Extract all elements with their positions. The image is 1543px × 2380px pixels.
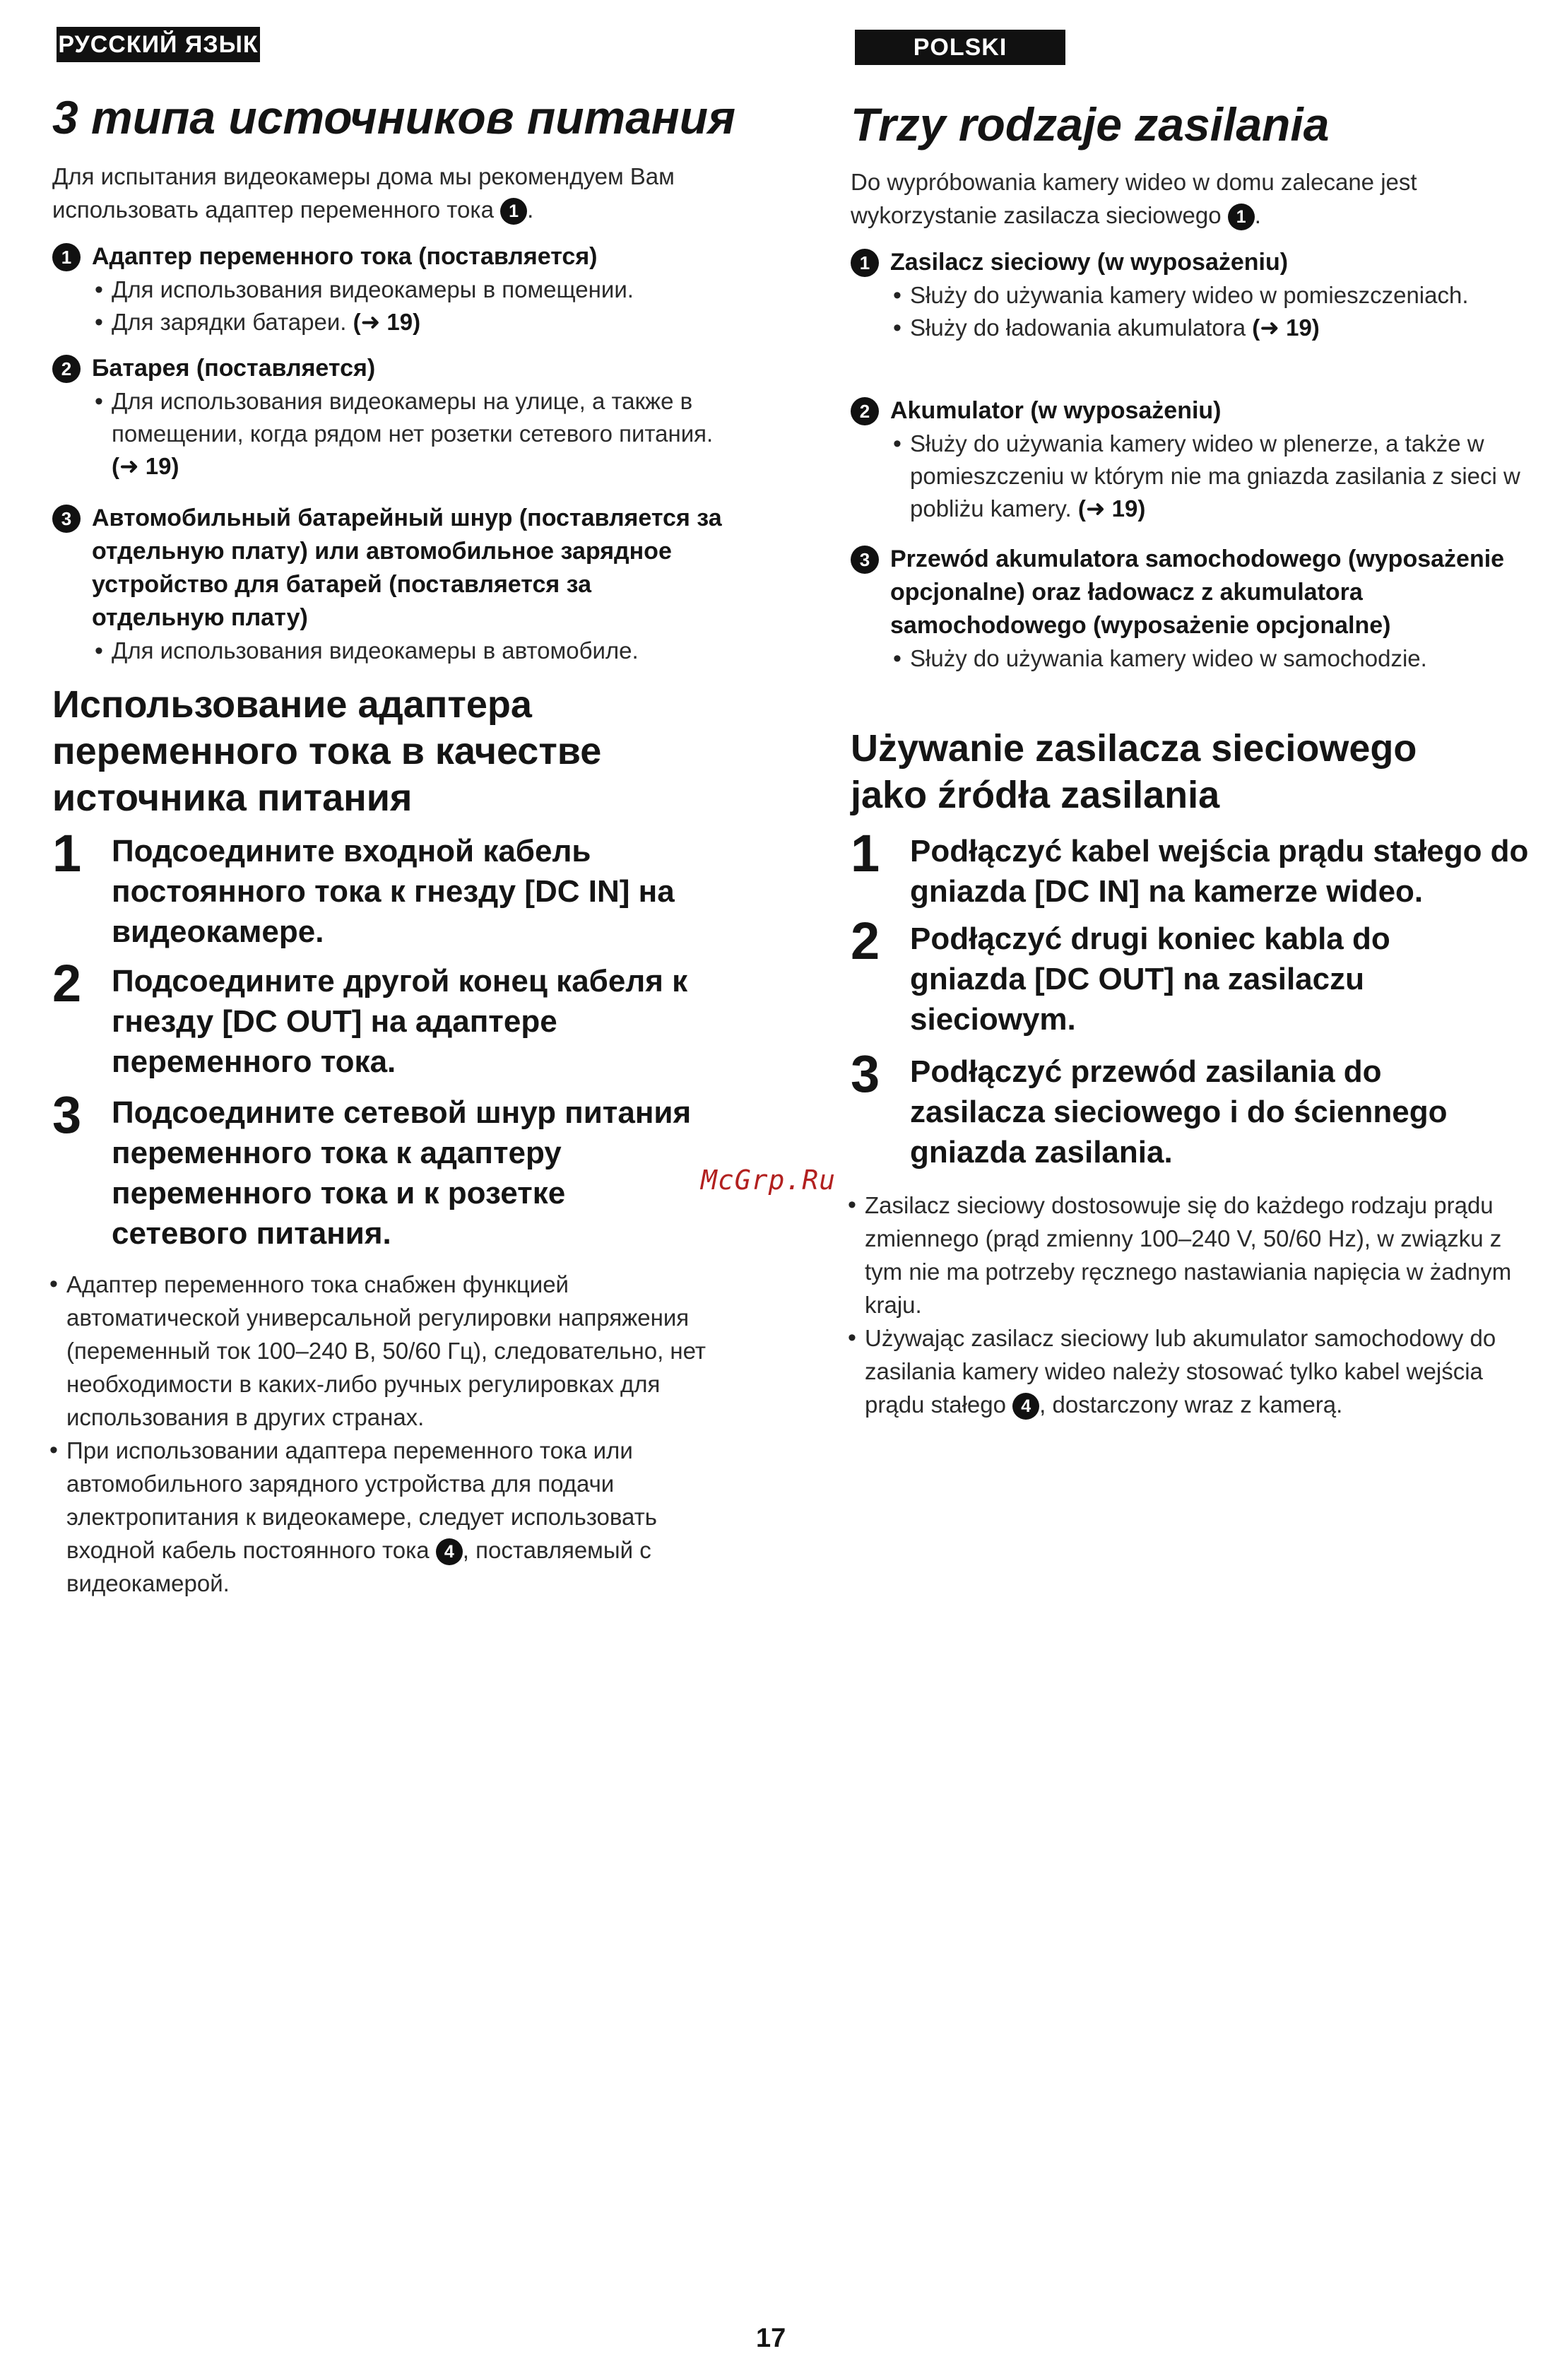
note-item: • При использовании адаптера переменного тока или автомобильного зарядного устройства для подачи электропитания к видеокамере, следует использовать входной кабель постоянного тока 4 , поставляемый с видеокамерой. xyxy=(52,1434,731,1600)
bullet-item: • Służy do używania kamery wideo w plenerze, a także w pomieszczeniu w którym nie ma gniazda zasilania z sieci w pobliżu kamery. (➜ 19) xyxy=(851,428,1529,525)
power-source-item-2 xyxy=(851,394,1529,525)
badge-3-icon: 3 xyxy=(52,505,81,533)
bullet-list xyxy=(851,428,1529,525)
power-source-item-1 xyxy=(52,240,731,338)
section-title-russian: Использование адаптера переменного тока в качестве источника питания xyxy=(52,683,602,819)
page-number: 17 xyxy=(756,2323,786,2353)
step-text: Podłączyć kabel wejścia prądu stałego do gniazda [DC IN] na kamerze wideo. xyxy=(910,834,1529,909)
item-heading: Автомобильный батарейный шнур (поставляется за отдельную плату) или автомобильное зарядное устройство для батарей (поставляется за отдельную плату) xyxy=(92,505,722,631)
item-heading: Zasilacz sieciowy (w wyposażeniu) xyxy=(890,249,1289,276)
step-number: 2 xyxy=(851,912,880,970)
step-1 xyxy=(851,824,1543,912)
step-2 xyxy=(52,954,745,1082)
step-3 xyxy=(52,1085,745,1254)
step-text: Podłączyć drugi koniec kabla do gniazda [DC OUT] na zasilaczu sieciowym. xyxy=(910,921,1390,1037)
badge-1-icon: 1 xyxy=(851,249,879,277)
page-title-polish: Trzy rodzaje zasilania xyxy=(851,98,1330,151)
bullet-item: • Służy do używania kamery wideo w samochodzie. xyxy=(851,642,1529,675)
step-1 xyxy=(52,824,745,952)
step-text: Podłączyć przewód zasilania do zasilacza sieciowego i do ściennego gniazda zasilania. xyxy=(910,1054,1448,1170)
section-title-polish: Używanie zasilacza sieciowego jako źródła zasilania xyxy=(851,727,1417,816)
note-item: • Адаптер переменного тока снабжен функцией автоматической универсальной регулировки напряжения (переменный ток 100–240 В, 50/60 Гц), следовательно, нет необходимости в каких-либо ручных регулировках для использования в других странах. xyxy=(52,1268,731,1434)
intro-paragraph-russian: Для испытания видеокамеры дома мы рекомендуем Вам использовать адаптер переменного тока 1 . xyxy=(52,160,731,226)
bullet-item: • Для использования видеокамеры на улице, а также в помещении, когда рядом нет розетки сетевого питания. (➜ 19) xyxy=(52,385,731,483)
bullet-list xyxy=(52,385,731,483)
item-heading: Akumulator (w wyposażeniu) xyxy=(890,397,1222,424)
step-number: 1 xyxy=(851,824,880,883)
step-number: 3 xyxy=(851,1044,880,1103)
badge-2-icon: 2 xyxy=(851,397,879,425)
step-2 xyxy=(851,912,1543,1039)
language-tag-russian: РУССКИЙ ЯЗЫК xyxy=(57,27,260,62)
bullet-list xyxy=(52,273,731,338)
language-tag-polish: POLSKI xyxy=(855,30,1065,65)
step-number: 3 xyxy=(52,1085,82,1144)
notes-list-polish xyxy=(851,1189,1515,1421)
power-source-item-3 xyxy=(851,543,1529,675)
badge-1-icon: 1 xyxy=(1228,204,1255,230)
power-source-item-2 xyxy=(52,352,731,483)
step-text: Подсоедините другой конец кабеля к гнезду [DC OUT] на адаптере переменного тока. xyxy=(112,964,688,1079)
item-heading: Przewód akumulatora samochodowego (wyposażenie opcjonalne) oraz ładowacz z akumulatora samochodowego (wyposażenie opcjonalne) xyxy=(890,546,1505,639)
badge-4-icon: 4 xyxy=(1012,1393,1039,1420)
bullet-item: • Для зарядки батареи. (➜ 19) xyxy=(52,306,731,338)
item-heading: Батарея (поставляется) xyxy=(92,355,376,382)
notes-list-russian xyxy=(52,1268,731,1600)
page-reference-link[interactable]: (➜ 19) xyxy=(112,453,179,479)
step-text: Подсоедините сетевой шнур питания переменного тока к адаптеру переменного тока и к розетке сетевого питания. xyxy=(112,1095,692,1251)
bullet-item: • Służy do używania kamery wideo w pomieszczeniach. xyxy=(851,279,1529,312)
bullet-item: • Służy do ładowania akumulatora (➜ 19) xyxy=(851,312,1529,344)
note-item: • Zasilacz sieciowy dostosowuje się do każdego rodzaju prądu zmiennego (prąd zmienny 100–240 V, 50/60 Hz), w związku z tym nie ma potrzeby ręcznego nastawiania napięcia w żadnym kraju. xyxy=(851,1189,1515,1321)
step-number: 2 xyxy=(52,954,82,1013)
page-reference-link[interactable]: (➜ 19) xyxy=(1077,495,1146,522)
page-title-russian: 3 типа источников питания xyxy=(52,91,735,143)
intro-paragraph-polish: Do wypróbowania kamery wideo w domu zalecane jest wykorzystanie zasilacza sieciowego 1 . xyxy=(851,165,1529,232)
bullet-list xyxy=(851,279,1529,344)
page-reference-link[interactable]: (➜ 19) xyxy=(353,309,421,335)
power-source-item-3 xyxy=(52,502,731,667)
bullet-item: • Для использования видеокамеры в помещении. xyxy=(52,273,731,306)
bullet-list xyxy=(851,642,1529,675)
badge-1-icon: 1 xyxy=(500,198,527,225)
badge-4-icon: 4 xyxy=(436,1538,463,1565)
note-item: • Używając zasilacz sieciowy lub akumulator samochodowy do zasilania kamery wideo należy stosować tylko kabel wejścia prądu stałego 4 , dostarczony wraz z kamerą. xyxy=(851,1321,1515,1421)
page-reference-link[interactable]: (➜ 19) xyxy=(1252,314,1320,341)
bullet-item: • Для использования видеокамеры в автомобиле. xyxy=(52,635,731,667)
badge-3-icon: 3 xyxy=(851,546,879,574)
badge-2-icon: 2 xyxy=(52,355,81,383)
step-3 xyxy=(851,1044,1543,1172)
badge-1-icon: 1 xyxy=(52,243,81,271)
item-heading: Адаптер переменного тока (поставляется) xyxy=(92,243,598,270)
power-source-item-1 xyxy=(851,246,1529,344)
step-number: 1 xyxy=(52,824,82,883)
step-text: Подсоедините входной кабель постоянного тока к гнезду [DC IN] на видеокамере. xyxy=(112,834,675,949)
bullet-list xyxy=(52,635,731,667)
watermark-logo: McGrp.Ru xyxy=(701,1165,836,1196)
